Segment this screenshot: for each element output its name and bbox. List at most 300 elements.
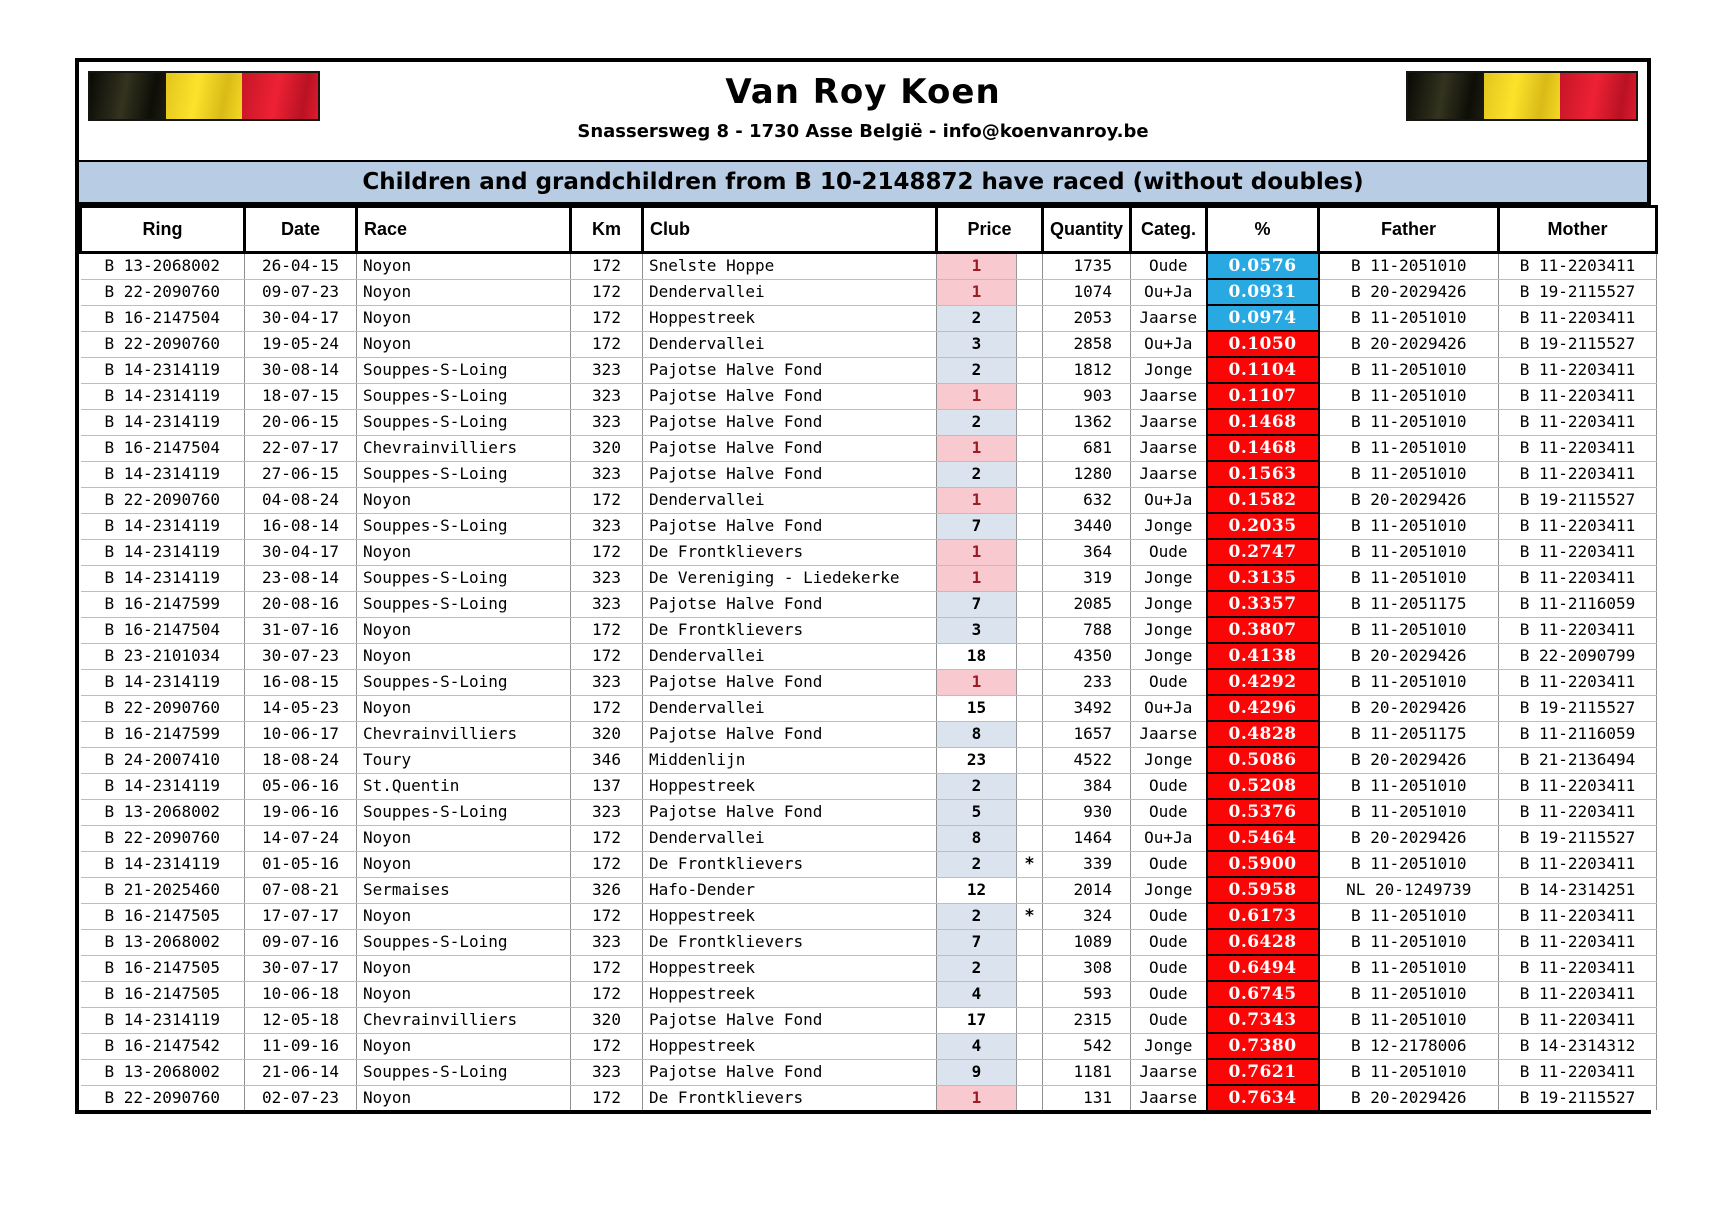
cell-km: 172 bbox=[571, 981, 643, 1007]
cell-mother: B 11-2203411 bbox=[1499, 409, 1657, 435]
table-row bbox=[81, 435, 1657, 461]
cell-mother: B 11-2116059 bbox=[1499, 591, 1657, 617]
cell-price: 4 bbox=[937, 981, 1017, 1007]
cell-km: 323 bbox=[571, 591, 643, 617]
cell-quantity: 1735 bbox=[1043, 253, 1131, 280]
table-row bbox=[81, 1059, 1657, 1085]
cell-star bbox=[1017, 929, 1043, 955]
cell-mother: B 21-2136494 bbox=[1499, 747, 1657, 773]
cell-quantity: 2858 bbox=[1043, 331, 1131, 357]
table-row bbox=[81, 929, 1657, 955]
results-table bbox=[79, 205, 1658, 1110]
cell-date: 14-05-23 bbox=[245, 695, 357, 721]
cell-mother: B 19-2115527 bbox=[1499, 331, 1657, 357]
cell-price: 2 bbox=[937, 409, 1017, 435]
cell-categ: Oude bbox=[1131, 903, 1207, 929]
cell-quantity: 1657 bbox=[1043, 721, 1131, 747]
cell-father: B 11-2051010 bbox=[1319, 773, 1499, 799]
cell-father: B 11-2051010 bbox=[1319, 1059, 1499, 1085]
table-row bbox=[81, 1007, 1657, 1033]
cell-pct: 0.5376 bbox=[1207, 799, 1319, 825]
table-row bbox=[81, 617, 1657, 643]
table-row bbox=[81, 331, 1657, 357]
cell-ring: B 22-2090760 bbox=[81, 331, 245, 357]
cell-quantity: 903 bbox=[1043, 383, 1131, 409]
cell-club: Pajotse Halve Fond bbox=[643, 435, 937, 461]
cell-mother: B 11-2203411 bbox=[1499, 513, 1657, 539]
cell-date: 12-05-18 bbox=[245, 1007, 357, 1033]
cell-categ: Ou+Ja bbox=[1131, 487, 1207, 513]
cell-race: Souppes-S-Loing bbox=[357, 513, 571, 539]
cell-race: Noyon bbox=[357, 1033, 571, 1059]
cell-father: B 20-2029426 bbox=[1319, 331, 1499, 357]
cell-km: 320 bbox=[571, 721, 643, 747]
cell-date: 19-06-16 bbox=[245, 799, 357, 825]
cell-star bbox=[1017, 461, 1043, 487]
cell-club: Pajotse Halve Fond bbox=[643, 1007, 937, 1033]
address-line: Snassersweg 8 - 1730 Asse België - info@koenvanroy.be bbox=[577, 121, 1149, 142]
cell-ring: B 14-2314119 bbox=[81, 773, 245, 799]
cell-ring: B 16-2147505 bbox=[81, 903, 245, 929]
cell-categ: Ou+Ja bbox=[1131, 279, 1207, 305]
cell-date: 18-08-24 bbox=[245, 747, 357, 773]
cell-date: 11-09-16 bbox=[245, 1033, 357, 1059]
cell-pct: 0.5086 bbox=[1207, 747, 1319, 773]
cell-categ: Jonge bbox=[1131, 591, 1207, 617]
cell-race: Noyon bbox=[357, 981, 571, 1007]
cell-mother: B 11-2203411 bbox=[1499, 1007, 1657, 1033]
cell-club: Dendervallei bbox=[643, 279, 937, 305]
cell-race: Noyon bbox=[357, 851, 571, 877]
cell-ring: B 14-2314119 bbox=[81, 409, 245, 435]
cell-categ: Oude bbox=[1131, 539, 1207, 565]
cell-star bbox=[1017, 773, 1043, 799]
cell-categ: Oude bbox=[1131, 955, 1207, 981]
cell-categ: Jonge bbox=[1131, 513, 1207, 539]
col-header-quantity: Quantity bbox=[1043, 207, 1131, 253]
cell-club: Pajotse Halve Fond bbox=[643, 513, 937, 539]
cell-km: 172 bbox=[571, 643, 643, 669]
cell-price: 1 bbox=[937, 253, 1017, 280]
cell-categ: Oude bbox=[1131, 799, 1207, 825]
flag-yellow-stripe bbox=[1484, 73, 1560, 119]
table-row bbox=[81, 955, 1657, 981]
cell-pct: 0.6428 bbox=[1207, 929, 1319, 955]
belgian-flag-icon bbox=[88, 71, 320, 121]
cell-father: B 11-2051175 bbox=[1319, 721, 1499, 747]
cell-categ: Jaarse bbox=[1131, 721, 1207, 747]
cell-ring: B 14-2314119 bbox=[81, 565, 245, 591]
cell-pct: 0.6745 bbox=[1207, 981, 1319, 1007]
cell-price: 1 bbox=[937, 1085, 1017, 1110]
table-body bbox=[81, 253, 1657, 1111]
cell-km: 172 bbox=[571, 1085, 643, 1110]
cell-quantity: 2053 bbox=[1043, 305, 1131, 331]
cell-date: 26-04-15 bbox=[245, 253, 357, 280]
table-row bbox=[81, 253, 1657, 280]
cell-star bbox=[1017, 955, 1043, 981]
cell-race: Noyon bbox=[357, 331, 571, 357]
document-frame bbox=[75, 58, 1651, 1114]
table-row bbox=[81, 279, 1657, 305]
cell-quantity: 131 bbox=[1043, 1085, 1131, 1110]
cell-quantity: 1812 bbox=[1043, 357, 1131, 383]
cell-km: 326 bbox=[571, 877, 643, 903]
belgian-flag-icon bbox=[1406, 71, 1638, 121]
cell-km: 323 bbox=[571, 929, 643, 955]
cell-father: B 11-2051010 bbox=[1319, 981, 1499, 1007]
cell-father: B 11-2051010 bbox=[1319, 383, 1499, 409]
cell-club: De Frontklievers bbox=[643, 1085, 937, 1110]
cell-ring: B 16-2147504 bbox=[81, 435, 245, 461]
cell-mother: B 11-2203411 bbox=[1499, 305, 1657, 331]
cell-ring: B 16-2147505 bbox=[81, 981, 245, 1007]
cell-star bbox=[1017, 877, 1043, 903]
cell-club: Middenlijn bbox=[643, 747, 937, 773]
cell-race: Souppes-S-Loing bbox=[357, 357, 571, 383]
cell-star bbox=[1017, 643, 1043, 669]
cell-star bbox=[1017, 747, 1043, 773]
cell-km: 172 bbox=[571, 851, 643, 877]
cell-quantity: 593 bbox=[1043, 981, 1131, 1007]
cell-star bbox=[1017, 539, 1043, 565]
table-row bbox=[81, 1033, 1657, 1059]
cell-star bbox=[1017, 253, 1043, 280]
cell-father: B 11-2051010 bbox=[1319, 1007, 1499, 1033]
cell-date: 09-07-16 bbox=[245, 929, 357, 955]
cell-mother: B 19-2115527 bbox=[1499, 487, 1657, 513]
cell-race: Souppes-S-Loing bbox=[357, 565, 571, 591]
cell-date: 19-05-24 bbox=[245, 331, 357, 357]
cell-star: * bbox=[1017, 851, 1043, 877]
cell-father: B 11-2051175 bbox=[1319, 591, 1499, 617]
cell-price: 1 bbox=[937, 279, 1017, 305]
cell-categ: Jaarse bbox=[1131, 1059, 1207, 1085]
cell-categ: Oude bbox=[1131, 1007, 1207, 1033]
cell-date: 02-07-23 bbox=[245, 1085, 357, 1110]
cell-categ: Jaarse bbox=[1131, 305, 1207, 331]
cell-quantity: 930 bbox=[1043, 799, 1131, 825]
cell-km: 323 bbox=[571, 513, 643, 539]
cell-pct: 0.1107 bbox=[1207, 383, 1319, 409]
cell-star bbox=[1017, 513, 1043, 539]
cell-quantity: 1464 bbox=[1043, 825, 1131, 851]
cell-father: B 11-2051010 bbox=[1319, 539, 1499, 565]
cell-date: 30-04-17 bbox=[245, 539, 357, 565]
cell-quantity: 319 bbox=[1043, 565, 1131, 591]
cell-km: 172 bbox=[571, 955, 643, 981]
cell-star bbox=[1017, 617, 1043, 643]
cell-pct: 0.1582 bbox=[1207, 487, 1319, 513]
cell-ring: B 22-2090760 bbox=[81, 695, 245, 721]
cell-father: B 20-2029426 bbox=[1319, 1085, 1499, 1110]
cell-star bbox=[1017, 565, 1043, 591]
cell-price: 1 bbox=[937, 435, 1017, 461]
cell-club: Hafo-Dender bbox=[643, 877, 937, 903]
cell-date: 27-06-15 bbox=[245, 461, 357, 487]
cell-mother: B 19-2115527 bbox=[1499, 695, 1657, 721]
cell-father: B 11-2051010 bbox=[1319, 409, 1499, 435]
cell-categ: Jonge bbox=[1131, 617, 1207, 643]
cell-race: Souppes-S-Loing bbox=[357, 591, 571, 617]
cell-race: Noyon bbox=[357, 539, 571, 565]
cell-race: Souppes-S-Loing bbox=[357, 409, 571, 435]
cell-km: 320 bbox=[571, 1007, 643, 1033]
cell-pct: 0.5958 bbox=[1207, 877, 1319, 903]
cell-date: 30-07-23 bbox=[245, 643, 357, 669]
cell-price: 12 bbox=[937, 877, 1017, 903]
cell-quantity: 364 bbox=[1043, 539, 1131, 565]
cell-price: 8 bbox=[937, 825, 1017, 851]
flag-yellow-stripe bbox=[166, 73, 242, 119]
cell-race: Chevrainvilliers bbox=[357, 435, 571, 461]
cell-categ: Jonge bbox=[1131, 643, 1207, 669]
cell-pct: 0.1050 bbox=[1207, 331, 1319, 357]
table-row bbox=[81, 357, 1657, 383]
flag-black-stripe bbox=[1408, 73, 1484, 119]
table-row bbox=[81, 461, 1657, 487]
cell-quantity: 2014 bbox=[1043, 877, 1131, 903]
cell-date: 17-07-17 bbox=[245, 903, 357, 929]
cell-quantity: 542 bbox=[1043, 1033, 1131, 1059]
cell-quantity: 384 bbox=[1043, 773, 1131, 799]
cell-race: St.Quentin bbox=[357, 773, 571, 799]
cell-ring: B 16-2147505 bbox=[81, 955, 245, 981]
cell-father: B 11-2051010 bbox=[1319, 799, 1499, 825]
col-header-date: Date bbox=[245, 207, 357, 253]
table-row bbox=[81, 305, 1657, 331]
col-header-categ: Categ. bbox=[1131, 207, 1207, 253]
cell-date: 21-06-14 bbox=[245, 1059, 357, 1085]
cell-father: B 20-2029426 bbox=[1319, 643, 1499, 669]
cell-date: 31-07-16 bbox=[245, 617, 357, 643]
cell-price: 15 bbox=[937, 695, 1017, 721]
cell-ring: B 16-2147599 bbox=[81, 721, 245, 747]
table-header bbox=[81, 207, 1657, 253]
cell-star bbox=[1017, 981, 1043, 1007]
col-header-price: Price bbox=[937, 207, 1043, 253]
cell-race: Noyon bbox=[357, 253, 571, 280]
cell-km: 172 bbox=[571, 695, 643, 721]
cell-father: B 11-2051010 bbox=[1319, 955, 1499, 981]
cell-star bbox=[1017, 331, 1043, 357]
cell-price: 2 bbox=[937, 903, 1017, 929]
cell-ring: B 16-2147504 bbox=[81, 305, 245, 331]
cell-pct: 0.1563 bbox=[1207, 461, 1319, 487]
cell-mother: B 11-2203411 bbox=[1499, 565, 1657, 591]
cell-mother: B 11-2203411 bbox=[1499, 1059, 1657, 1085]
cell-club: Hoppestreek bbox=[643, 305, 937, 331]
cell-quantity: 339 bbox=[1043, 851, 1131, 877]
cell-pct: 0.1468 bbox=[1207, 435, 1319, 461]
cell-mother: B 11-2203411 bbox=[1499, 539, 1657, 565]
cell-categ: Oude bbox=[1131, 851, 1207, 877]
cell-pct: 0.3135 bbox=[1207, 565, 1319, 591]
cell-race: Noyon bbox=[357, 955, 571, 981]
cell-father: B 20-2029426 bbox=[1319, 747, 1499, 773]
cell-mother: B 11-2203411 bbox=[1499, 903, 1657, 929]
cell-race: Noyon bbox=[357, 825, 571, 851]
cell-race: Souppes-S-Loing bbox=[357, 383, 571, 409]
cell-price: 2 bbox=[937, 357, 1017, 383]
cell-price: 3 bbox=[937, 331, 1017, 357]
flag-red-stripe bbox=[1560, 73, 1636, 119]
cell-quantity: 4522 bbox=[1043, 747, 1131, 773]
cell-price: 17 bbox=[937, 1007, 1017, 1033]
table-row bbox=[81, 539, 1657, 565]
cell-km: 172 bbox=[571, 305, 643, 331]
cell-date: 30-04-17 bbox=[245, 305, 357, 331]
cell-race: Noyon bbox=[357, 695, 571, 721]
cell-mother: B 22-2090799 bbox=[1499, 643, 1657, 669]
cell-km: 172 bbox=[571, 825, 643, 851]
table-row bbox=[81, 409, 1657, 435]
cell-categ: Oude bbox=[1131, 773, 1207, 799]
cell-pct: 0.1468 bbox=[1207, 409, 1319, 435]
cell-mother: B 19-2115527 bbox=[1499, 1085, 1657, 1110]
cell-father: B 12-2178006 bbox=[1319, 1033, 1499, 1059]
cell-star bbox=[1017, 409, 1043, 435]
cell-price: 7 bbox=[937, 513, 1017, 539]
cell-race: Toury bbox=[357, 747, 571, 773]
cell-date: 30-08-14 bbox=[245, 357, 357, 383]
cell-race: Noyon bbox=[357, 487, 571, 513]
cell-club: De Frontklievers bbox=[643, 539, 937, 565]
cell-race: Chevrainvilliers bbox=[357, 721, 571, 747]
cell-categ: Jonge bbox=[1131, 747, 1207, 773]
cell-club: Pajotse Halve Fond bbox=[643, 1059, 937, 1085]
cell-father: B 11-2051010 bbox=[1319, 435, 1499, 461]
cell-pct: 0.2747 bbox=[1207, 539, 1319, 565]
cell-club: De Vereniging - Liedekerke bbox=[643, 565, 937, 591]
cell-father: B 11-2051010 bbox=[1319, 669, 1499, 695]
cell-pct: 0.6173 bbox=[1207, 903, 1319, 929]
col-header-father: Father bbox=[1319, 207, 1499, 253]
cell-categ: Jaarse bbox=[1131, 461, 1207, 487]
cell-father: NL 20-1249739 bbox=[1319, 877, 1499, 903]
cell-star bbox=[1017, 721, 1043, 747]
cell-star bbox=[1017, 1033, 1043, 1059]
cell-mother: B 11-2116059 bbox=[1499, 721, 1657, 747]
cell-father: B 11-2051010 bbox=[1319, 565, 1499, 591]
cell-mother: B 11-2203411 bbox=[1499, 929, 1657, 955]
cell-father: B 11-2051010 bbox=[1319, 513, 1499, 539]
cell-categ: Jonge bbox=[1131, 1033, 1207, 1059]
cell-date: 16-08-15 bbox=[245, 669, 357, 695]
cell-race: Noyon bbox=[357, 305, 571, 331]
cell-price: 7 bbox=[937, 929, 1017, 955]
cell-ring: B 13-2068002 bbox=[81, 799, 245, 825]
cell-star bbox=[1017, 383, 1043, 409]
cell-pct: 0.2035 bbox=[1207, 513, 1319, 539]
cell-km: 172 bbox=[571, 279, 643, 305]
cell-club: Pajotse Halve Fond bbox=[643, 461, 937, 487]
cell-club: Dendervallei bbox=[643, 643, 937, 669]
cell-ring: B 22-2090760 bbox=[81, 487, 245, 513]
cell-date: 14-07-24 bbox=[245, 825, 357, 851]
cell-club: Hoppestreek bbox=[643, 1033, 937, 1059]
cell-price: 2 bbox=[937, 305, 1017, 331]
cell-date: 30-07-17 bbox=[245, 955, 357, 981]
cell-club: Hoppestreek bbox=[643, 773, 937, 799]
cell-club: De Frontklievers bbox=[643, 929, 937, 955]
cell-date: 10-06-18 bbox=[245, 981, 357, 1007]
cell-ring: B 14-2314119 bbox=[81, 1007, 245, 1033]
cell-mother: B 11-2203411 bbox=[1499, 617, 1657, 643]
cell-km: 323 bbox=[571, 409, 643, 435]
cell-mother: B 11-2203411 bbox=[1499, 799, 1657, 825]
cell-categ: Jaarse bbox=[1131, 383, 1207, 409]
cell-categ: Jaarse bbox=[1131, 409, 1207, 435]
cell-ring: B 16-2147504 bbox=[81, 617, 245, 643]
cell-club: Pajotse Halve Fond bbox=[643, 383, 937, 409]
table-row bbox=[81, 799, 1657, 825]
cell-club: Pajotse Halve Fond bbox=[643, 669, 937, 695]
cell-date: 23-08-14 bbox=[245, 565, 357, 591]
cell-date: 09-07-23 bbox=[245, 279, 357, 305]
cell-ring: B 24-2007410 bbox=[81, 747, 245, 773]
cell-date: 05-06-16 bbox=[245, 773, 357, 799]
cell-categ: Oude bbox=[1131, 981, 1207, 1007]
table-row bbox=[81, 825, 1657, 851]
cell-km: 346 bbox=[571, 747, 643, 773]
table-row bbox=[81, 487, 1657, 513]
cell-father: B 20-2029426 bbox=[1319, 695, 1499, 721]
cell-race: Sermaises bbox=[357, 877, 571, 903]
flag-black-stripe bbox=[90, 73, 166, 119]
cell-pct: 0.7380 bbox=[1207, 1033, 1319, 1059]
cell-father: B 11-2051010 bbox=[1319, 929, 1499, 955]
cell-quantity: 324 bbox=[1043, 903, 1131, 929]
cell-father: B 11-2051010 bbox=[1319, 903, 1499, 929]
cell-categ: Jaarse bbox=[1131, 435, 1207, 461]
cell-pct: 0.0931 bbox=[1207, 279, 1319, 305]
cell-star bbox=[1017, 1007, 1043, 1033]
cell-ring: B 13-2068002 bbox=[81, 253, 245, 280]
cell-father: B 11-2051010 bbox=[1319, 617, 1499, 643]
cell-club: Dendervallei bbox=[643, 825, 937, 851]
cell-mother: B 14-2314251 bbox=[1499, 877, 1657, 903]
cell-quantity: 1362 bbox=[1043, 409, 1131, 435]
table-row bbox=[81, 565, 1657, 591]
cell-father: B 11-2051010 bbox=[1319, 357, 1499, 383]
table-row bbox=[81, 513, 1657, 539]
cell-race: Noyon bbox=[357, 617, 571, 643]
cell-date: 01-05-16 bbox=[245, 851, 357, 877]
cell-race: Noyon bbox=[357, 643, 571, 669]
cell-race: Noyon bbox=[357, 903, 571, 929]
cell-km: 172 bbox=[571, 539, 643, 565]
table-row bbox=[81, 877, 1657, 903]
table-row bbox=[81, 903, 1657, 929]
cell-ring: B 22-2090760 bbox=[81, 825, 245, 851]
cell-quantity: 3440 bbox=[1043, 513, 1131, 539]
cell-categ: Jonge bbox=[1131, 877, 1207, 903]
cell-km: 172 bbox=[571, 1033, 643, 1059]
cell-date: 20-06-15 bbox=[245, 409, 357, 435]
cell-quantity: 2085 bbox=[1043, 591, 1131, 617]
cell-star bbox=[1017, 305, 1043, 331]
cell-km: 323 bbox=[571, 383, 643, 409]
col-header-km: Km bbox=[571, 207, 643, 253]
cell-km: 172 bbox=[571, 903, 643, 929]
cell-club: De Frontklievers bbox=[643, 851, 937, 877]
cell-quantity: 1074 bbox=[1043, 279, 1131, 305]
cell-date: 16-08-14 bbox=[245, 513, 357, 539]
cell-mother: B 11-2203411 bbox=[1499, 851, 1657, 877]
cell-quantity: 4350 bbox=[1043, 643, 1131, 669]
table-row bbox=[81, 1085, 1657, 1110]
